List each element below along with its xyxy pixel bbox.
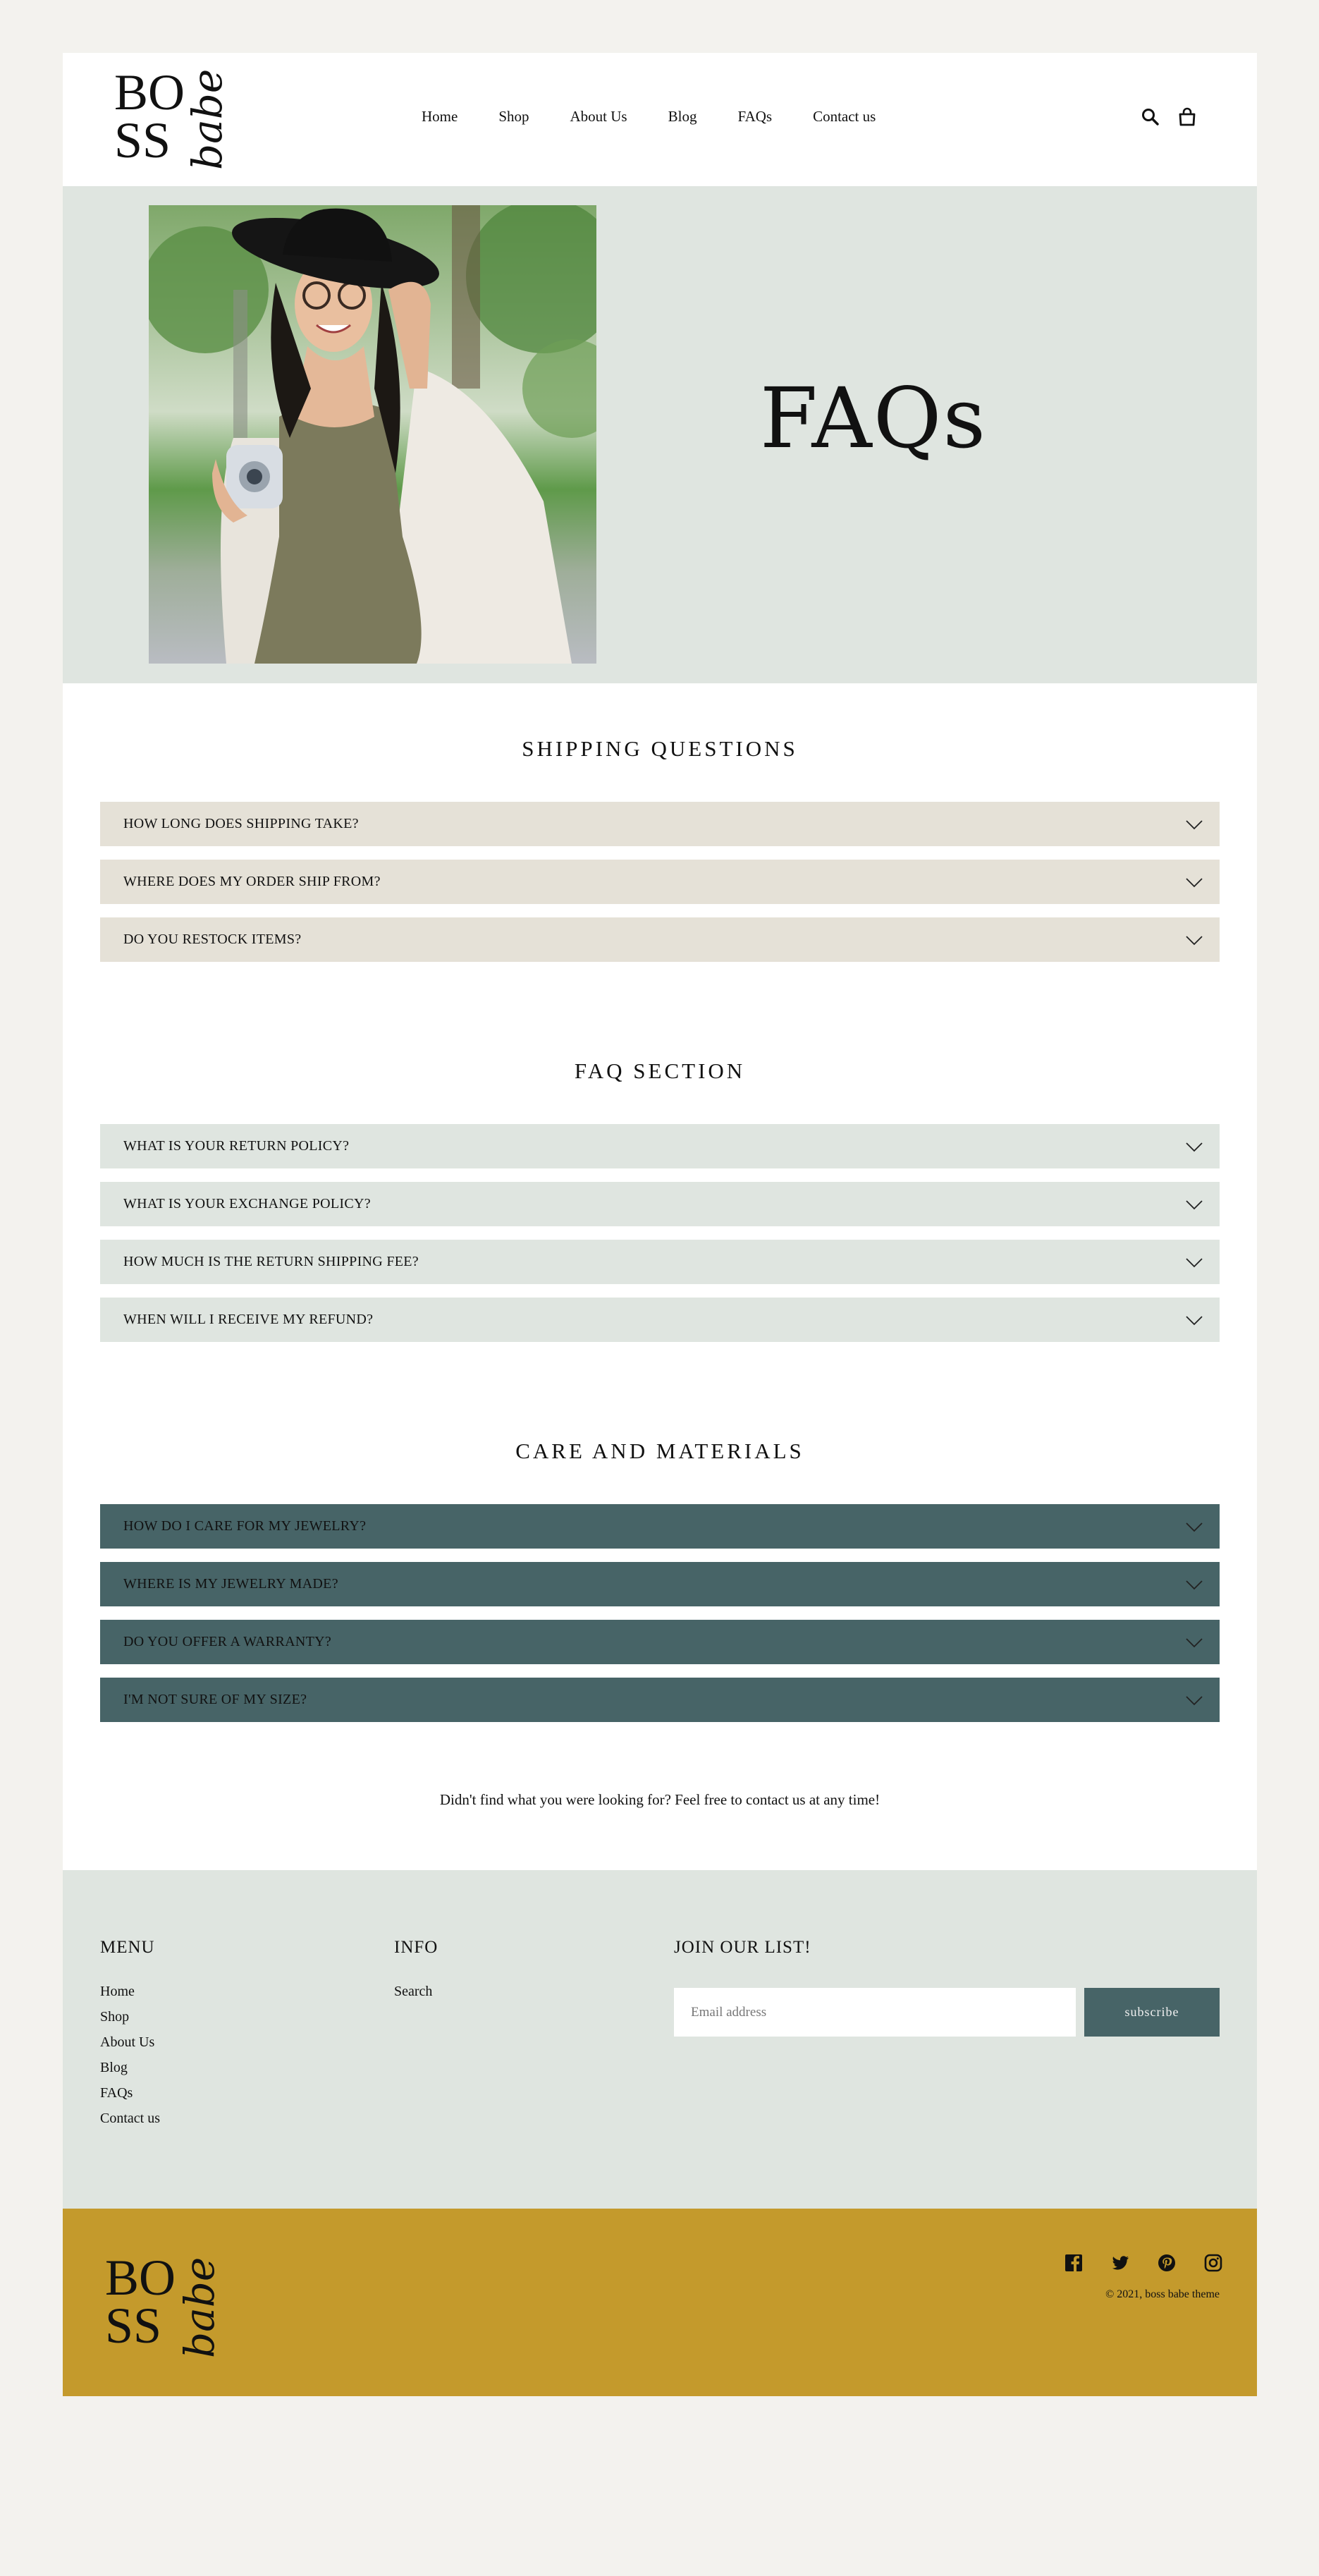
chevron-down-icon	[1186, 1522, 1203, 1532]
social-links	[1064, 2253, 1223, 2273]
faq-item[interactable]	[100, 1298, 1220, 1342]
faq-item[interactable]	[100, 917, 1220, 962]
footer-bottom-bar	[63, 2209, 1257, 2396]
section-title: CARE AND MATERIALS	[515, 1439, 804, 1463]
faq-item[interactable]	[100, 1182, 1220, 1226]
cart-icon[interactable]	[1178, 107, 1196, 127]
chevron-down-icon	[1186, 1200, 1203, 1209]
nav-shop[interactable]: Shop	[498, 108, 529, 125]
header-icons	[1141, 107, 1196, 127]
logo-text-bottom: SS	[114, 112, 171, 169]
footer-link-home[interactable]: Home	[100, 1984, 135, 1999]
faq-item[interactable]	[100, 1124, 1220, 1168]
faq-item[interactable]	[100, 1562, 1220, 1606]
section-title: FAQ SECTION	[574, 1058, 746, 1083]
footer-link-search[interactable]: Search	[394, 1984, 433, 1999]
page-title: FAQs	[759, 370, 988, 467]
newsletter-title: JOIN OUR LIST!	[674, 1938, 811, 1957]
logo-script: babe	[176, 2257, 223, 2358]
search-icon[interactable]	[1141, 107, 1160, 127]
faq-item[interactable]	[100, 1240, 1220, 1284]
footer-info-title: INFO	[394, 1938, 438, 1957]
nav-about-us[interactable]: About Us	[570, 108, 627, 125]
pinterest-icon[interactable]	[1157, 2253, 1177, 2273]
footer-info-list	[394, 1983, 432, 2008]
footer-link-faqs[interactable]: FAQs	[100, 2085, 133, 2101]
nav-blog[interactable]: Blog	[668, 108, 697, 125]
faq-item[interactable]	[100, 1620, 1220, 1664]
facebook-icon[interactable]	[1064, 2253, 1084, 2273]
main-nav	[422, 108, 876, 126]
faq-group-shipping	[63, 683, 1257, 962]
logo-text-bottom: SS	[105, 2297, 162, 2354]
faq-question: HOW DO I CARE FOR MY JEWELRY?	[123, 1518, 367, 1534]
subscribe-button[interactable]: subscribe	[1084, 1988, 1220, 2037]
hero-banner	[63, 186, 1257, 683]
footer-link-contact-us[interactable]: Contact us	[100, 2111, 160, 2126]
faq-question: WHERE IS MY JEWELRY MADE?	[123, 1576, 338, 1592]
chevron-down-icon	[1186, 819, 1203, 829]
faq-question: HOW MUCH IS THE RETURN SHIPPING FEE?	[123, 1254, 419, 1269]
faq-group-general	[63, 975, 1257, 1342]
footer-menu-list	[100, 1983, 160, 2135]
chevron-down-icon	[1186, 1142, 1203, 1152]
nav-contact-us[interactable]: Contact us	[813, 108, 876, 125]
faq-item[interactable]	[100, 802, 1220, 846]
logo-script: babe	[183, 68, 231, 170]
page	[63, 53, 1257, 2396]
logo-text-top: BO	[114, 64, 185, 121]
faq-question: WHEN WILL I RECEIVE MY REFUND?	[123, 1312, 374, 1327]
chevron-down-icon	[1186, 1580, 1203, 1589]
faq-question: WHERE DOES MY ORDER SHIP FROM?	[123, 874, 381, 889]
footer-logo[interactable]	[105, 2252, 225, 2358]
footer-menu-title: MENU	[100, 1938, 155, 1957]
chevron-down-icon	[1186, 877, 1203, 887]
faq-group-care	[63, 1355, 1257, 1722]
chevron-down-icon	[1186, 1257, 1203, 1267]
email-field[interactable]	[674, 1988, 1076, 2037]
footer-link-about-us[interactable]: About Us	[100, 2034, 155, 2050]
section-title: SHIPPING QUESTIONS	[522, 736, 798, 761]
site-footer	[63, 1870, 1257, 2209]
brand-logo[interactable]	[114, 64, 234, 173]
twitter-icon[interactable]	[1110, 2253, 1130, 2273]
faq-item[interactable]	[100, 1678, 1220, 1722]
chevron-down-icon	[1186, 1315, 1203, 1325]
nav-faqs[interactable]: FAQs	[737, 108, 773, 125]
instagram-icon[interactable]	[1203, 2253, 1223, 2273]
copyright-text: © 2021, boss babe theme	[1105, 2288, 1220, 2300]
footer-link-shop[interactable]: Shop	[100, 2009, 130, 2025]
site-header	[63, 53, 1257, 186]
faq-item[interactable]	[100, 860, 1220, 904]
faq-item[interactable]	[100, 1504, 1220, 1549]
contact-prompt: Didn't find what you were looking for? Feel free to contact us at any time!	[439, 1791, 881, 1808]
faq-question: DO YOU RESTOCK ITEMS?	[123, 932, 302, 947]
faq-question: WHAT IS YOUR RETURN POLICY?	[123, 1138, 350, 1154]
footer-link-blog[interactable]: Blog	[100, 2060, 128, 2075]
hero-photo	[149, 205, 596, 664]
faq-question: I'M NOT SURE OF MY SIZE?	[123, 1692, 307, 1707]
chevron-down-icon	[1186, 1637, 1203, 1647]
faq-question: WHAT IS YOUR EXCHANGE POLICY?	[123, 1196, 371, 1211]
faq-question: HOW LONG DOES SHIPPING TAKE?	[123, 816, 359, 831]
chevron-down-icon	[1186, 935, 1203, 945]
logo-text-top: BO	[105, 2250, 176, 2306]
faq-question: DO YOU OFFER A WARRANTY?	[123, 1634, 332, 1649]
nav-home[interactable]: Home	[422, 108, 458, 125]
chevron-down-icon	[1186, 1695, 1203, 1705]
